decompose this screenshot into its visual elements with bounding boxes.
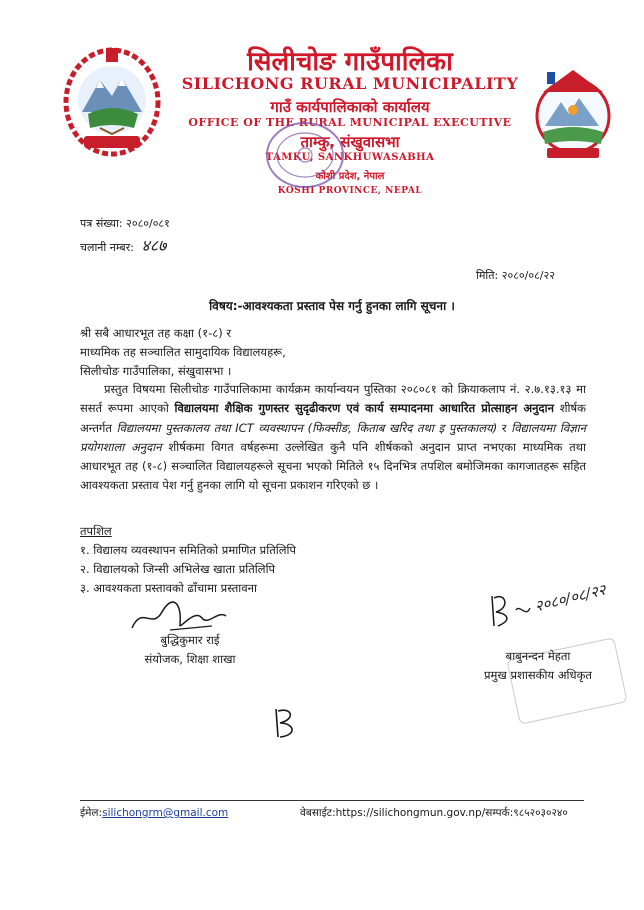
official-stamp <box>262 118 348 192</box>
body-text: शीर्षक अन्तर्गत <box>80 401 586 435</box>
website-label: वेबसाईट: <box>300 807 336 819</box>
dispatch-number <box>80 234 166 256</box>
municipality-name-english: SILICHONG RURAL MUNICIPALITY <box>181 74 519 93</box>
details-heading: तपशिल <box>80 524 112 538</box>
right-signatory-title: प्रमुख प्रशासकीय अधिकृत <box>484 668 592 682</box>
address-nepali: ताम्कु, संखुवासभा <box>300 133 400 151</box>
initial-mark <box>270 705 300 741</box>
science-lab-heading: विद्यालयमा विज्ञान प्रयोगशाला अनुदान <box>80 420 587 454</box>
date-value: २०८०/०८/२२ <box>501 269 555 282</box>
body-text: प्रस्तुत विषयमा सिलीचोङ गाउँपालिकामा कार्यक्रम कार्यान्वयन पुस्तिका २०८०८१ को क्रियाकलाप नं. २.७.१३.१३ मा ससर्त रूपमा आएको <box>80 382 586 416</box>
phone-number: ९८५२०३०२४० <box>513 807 568 819</box>
left-signatory-name: बुद्धिकुमार राई <box>160 633 220 647</box>
footer-contact <box>300 806 568 820</box>
province-nepali: कोशी प्रदेश, नेपाल <box>315 171 385 182</box>
details-list <box>80 522 584 598</box>
address-english: TAMKU, SANKHUWASABHA <box>265 152 435 163</box>
right-signatory-name: बाबुनन्दन मेहता <box>505 649 571 663</box>
body-text: शीर्षकमा विगत वर्षहरूमा उल्लेखित कुनै पनि शीर्षकको अनुदान प्राप्त नभएका माध्यमिक तथा आधारभूत तह (१-८) सञ्चालित विद्यालयहरूले सूचना भएको मितिले १५ दिनभित्र तपशिल बमोजिमका कागजातहरू सहित आवश्यकता प्रस्ताव पेश गर्नु हुनका लागि यो सूचना प्रकाशन गरिएको छ । <box>80 439 586 493</box>
recipient-line: सिलीचोङ गाउँपालिका, संखुवासभा । <box>80 364 232 378</box>
dispatch-number-value: ४८७ <box>141 236 167 255</box>
body-text: र <box>497 420 512 435</box>
letter-date <box>476 268 555 283</box>
phone-label: सम्पर्क: <box>485 807 514 819</box>
left-signatory <box>110 631 270 669</box>
email-link[interactable]: silichongrm@gmail.com <box>102 807 229 819</box>
footer-divider <box>80 800 584 801</box>
list-item: ३. आवश्यकता प्रस्तावको ढाँचामा प्रस्तावना <box>80 581 257 595</box>
province-english: KOSHI PROVINCE, NEPAL <box>277 186 423 196</box>
grant-title: विद्यालयमा शैक्षिक गुणस्तर सुदृढीकरण एवं कार्य सम्पादनमा आधारित प्रोत्साहन अनुदान <box>174 401 554 416</box>
website-link[interactable]: https://silichongmun.gov.np/ <box>335 807 486 819</box>
municipality-name-nepali: सिलीचोङ गाउँपालिका <box>247 47 453 77</box>
library-ict-heading: विद्यालयमा पुस्तकालय तथा ICT व्यवस्थापन (फिक्सीङ, किताब खरिद तथा इ पुस्तकालय) <box>116 420 498 435</box>
recipient-line: माध्यमिक तह सञ्चालित सामुदायिक विद्यालयहरू, <box>80 345 286 359</box>
handwritten-date: २०८०/०८/२२ <box>532 580 608 616</box>
letter-number-label: पत्र संख्या: <box>80 217 123 230</box>
recipient-block <box>80 324 584 381</box>
dispatch-number-label: चलानी नम्बर: <box>80 241 134 254</box>
date-label: मिति: <box>476 269 499 282</box>
left-signatory-title: संयोजक, शिक्षा शाखा <box>144 652 236 666</box>
subject-line: विषय:-आवश्यकता प्रस्ताव पेस गर्नु हुनका लागि सूचना । <box>209 299 455 313</box>
recipient-line: श्री सबै आधारभूत तह कक्षा (१-८) र <box>80 326 232 340</box>
office-name-nepali: गाउँ कार्यपालिकाको कार्यालय <box>270 98 430 116</box>
footer-email <box>80 806 228 820</box>
office-name-english: OFFICE OF THE RURAL MUNICIPAL EXECUTIVE <box>188 116 512 129</box>
list-item: २. विद्यालयको जिन्सी अभिलेख खाता प्रतिलिपि <box>80 562 276 576</box>
email-label: ईमेल: <box>80 807 103 819</box>
notice-body <box>80 380 586 496</box>
letter-number-value: २०८०/०८१ <box>126 217 170 230</box>
letter-number <box>80 216 170 231</box>
nepal-emblem-logo <box>62 42 162 160</box>
list-item: १. विद्यालय व्यवस्थापन समितिको प्रमाणित प्रतिलिपि <box>80 543 297 557</box>
right-signatory <box>458 647 618 685</box>
